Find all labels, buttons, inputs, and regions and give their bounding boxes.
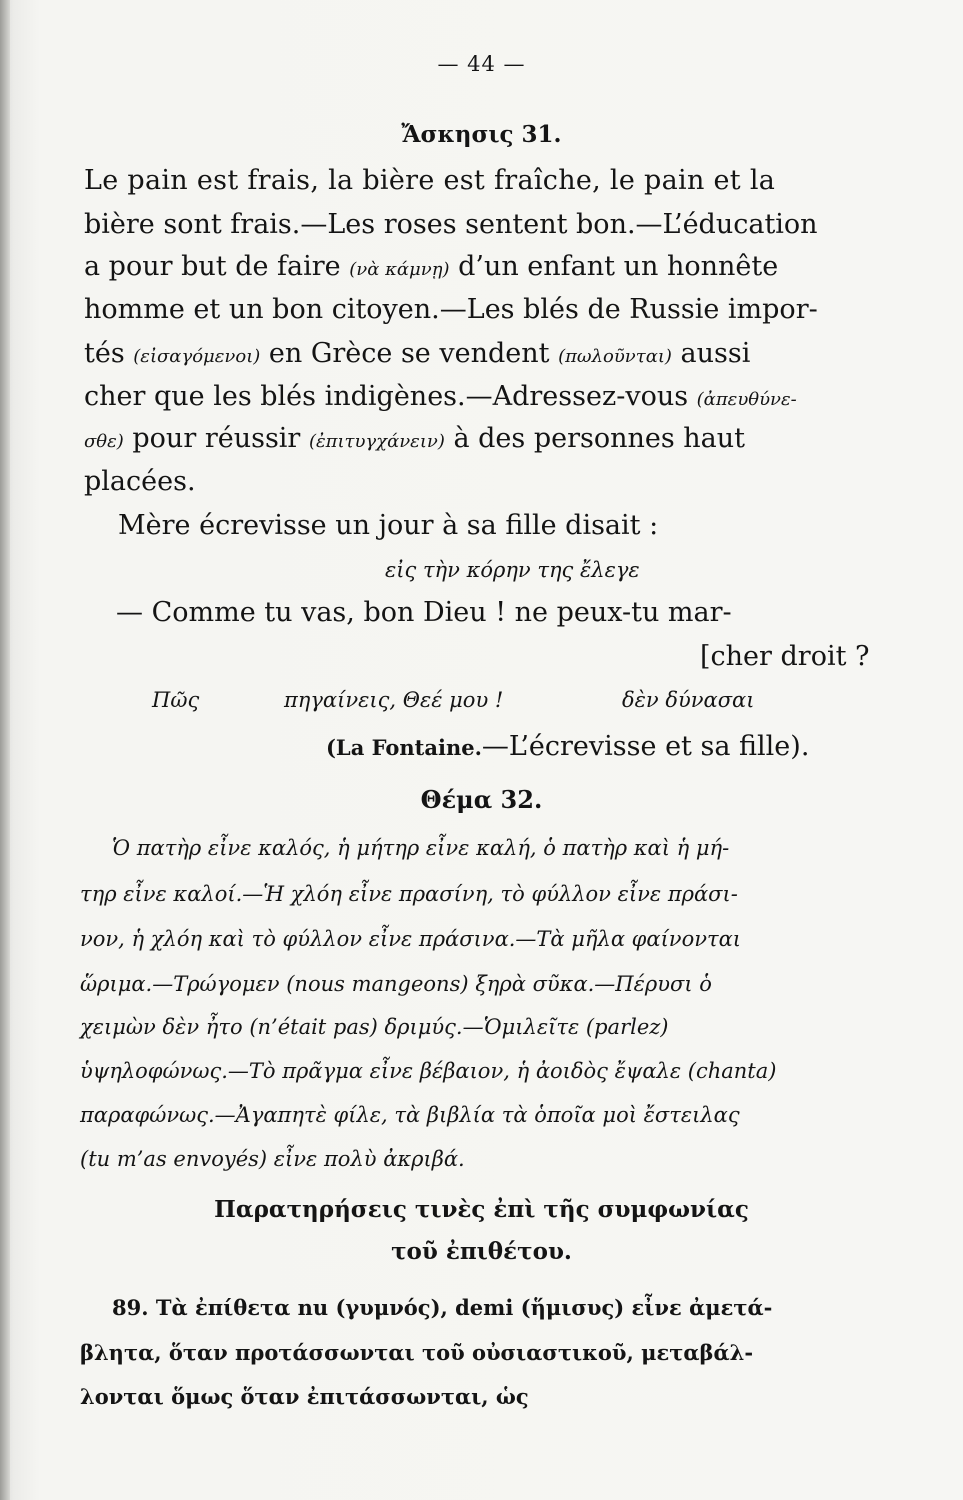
theme32-line-6: ὑψηλοφώνως.—Τὸ πρᾶγμα εἶνε βέβαιον, ἡ ἀοιδὸς ἔψαλε (chanta) bbox=[80, 1059, 777, 1083]
ex31-line-2 bbox=[84, 208, 818, 242]
ex31-text: cher que les blés indigènes.—Adressez-vous bbox=[84, 381, 697, 412]
ex31-greek-gloss: (ἀπευθύνε- bbox=[696, 389, 797, 410]
ex31-line-5 bbox=[84, 337, 750, 374]
ex31-line-8 bbox=[84, 465, 196, 499]
p89-line-2: βλητα, ὅταν προτάσσωνται τοῦ οὐσιαστικοῦ, μεταβάλ- bbox=[80, 1340, 754, 1365]
poem-line-1: Mère écrevisse un jour à sa fille disait : bbox=[118, 510, 659, 541]
poem-source bbox=[326, 731, 809, 762]
poem-source-author: (La Fontaine. bbox=[326, 735, 482, 760]
ex31-line-6 bbox=[84, 380, 797, 417]
p89-line-1: 89. Τὰ ἐπίθετα nu (γυμνός), demi (ἥμισυς) εἶνε ἀμετά- bbox=[112, 1295, 773, 1320]
theme32-line-8: (tu m’as envoyés) εἶνε πολὺ ἀκριβά. bbox=[80, 1147, 465, 1171]
ex31-line-4 bbox=[84, 293, 818, 327]
ex31-text: à des personnes haut bbox=[444, 423, 746, 454]
remarks-heading-line-1: Παρατηρήσεις τινὲς ἐπὶ τῆς συμφωνίας bbox=[214, 1196, 749, 1223]
ex31-line-3 bbox=[84, 250, 778, 287]
remarks-heading-line-2: τοῦ ἐπιθέτου. bbox=[391, 1238, 572, 1265]
ex31-text: en Grèce se vendent bbox=[260, 338, 559, 369]
ex31-greek-gloss: σθε) bbox=[84, 431, 124, 452]
theme32-line-7: παραφώνως.—Ἀγαπητὲ φίλε, τὰ βιβλία τὰ ὁποῖα μοὶ ἔστειλας bbox=[80, 1103, 740, 1127]
theme32-line-2: τηρ εἶνε καλοί.—Ἡ χλόη εἶνε πρασίνη, τὸ φύλλον εἶνε πράσι- bbox=[80, 882, 738, 906]
ex31-line-7 bbox=[84, 422, 745, 459]
ex31-text: placées. bbox=[84, 466, 196, 497]
ex31-text: bière sont frais.—Les roses sentent bon.—L’éducation bbox=[84, 209, 818, 240]
poem-line-2: — Comme tu vas, bon Dieu ! ne peux-tu mar- bbox=[116, 597, 732, 628]
ex31-line-1 bbox=[84, 164, 775, 198]
ex31-greek-gloss: (εἰσαγόμενοι) bbox=[133, 346, 261, 367]
ex31-text: homme et un bon citoyen.—Les blés de Russie impor- bbox=[84, 294, 818, 325]
theme32-line-4: ὥριμα.—Τρώγομεν (nous mangeons) ξηρὰ σῦκα.—Πέρυσι ὁ bbox=[80, 972, 712, 996]
theme-32-heading: Θέμα 32. bbox=[420, 785, 543, 814]
theme32-line-3: νον, ἡ χλόη καὶ τὸ φύλλον εἶνε πράσινα.—Τὰ μῆλα φαίνονται bbox=[80, 927, 742, 951]
poem-gloss-1: εἰς τὴν κόρην της ἔλεγε bbox=[385, 558, 640, 582]
poem-line-2-continuation: [cher droit ? bbox=[700, 641, 870, 672]
ex31-greek-gloss: (πωλοῦνται) bbox=[558, 346, 672, 367]
poem-gloss-2b: πηγαίνεις, Θεέ μου ! bbox=[284, 688, 504, 712]
ex31-text: d’un enfant un honnête bbox=[449, 251, 779, 282]
page-binding-edge bbox=[0, 0, 10, 1500]
ex31-text: aussi bbox=[671, 338, 751, 369]
page-number: — 44 — bbox=[437, 52, 526, 76]
poem-source-title: —L’écrevisse et sa fille). bbox=[481, 731, 810, 762]
ex31-text: pour réussir bbox=[123, 423, 309, 454]
ex31-text: a pour but de faire bbox=[84, 251, 350, 282]
poem-gloss-2a: Πῶς bbox=[152, 688, 200, 712]
ex31-greek-gloss: (νὰ κάμνῃ) bbox=[349, 259, 450, 280]
ex31-text: Le pain est frais, la bière est fraîche, le pain et la bbox=[84, 165, 776, 196]
theme32-line-5: χειμὼν δὲν ἦτο (n’était pas) δριμύς.—Ὁμιλεῖτε (parlez) bbox=[80, 1015, 669, 1039]
theme32-line-1: Ὁ πατὴρ εἶνε καλός, ἡ μήτηρ εἶνε καλή, ὁ πατὴρ καὶ ἡ μή- bbox=[112, 836, 730, 860]
poem-gloss-2c: δὲν δύνασαι bbox=[622, 688, 755, 712]
exercise-31-heading: Ἄσκησις 31. bbox=[401, 121, 562, 148]
ex31-text: tés bbox=[84, 338, 134, 369]
ex31-greek-gloss: (ἐπιτυγχάνειν) bbox=[308, 431, 445, 452]
p89-line-3: λονται ὅμως ὅταν ἐπιτάσσωνται, ὡς bbox=[80, 1384, 529, 1409]
